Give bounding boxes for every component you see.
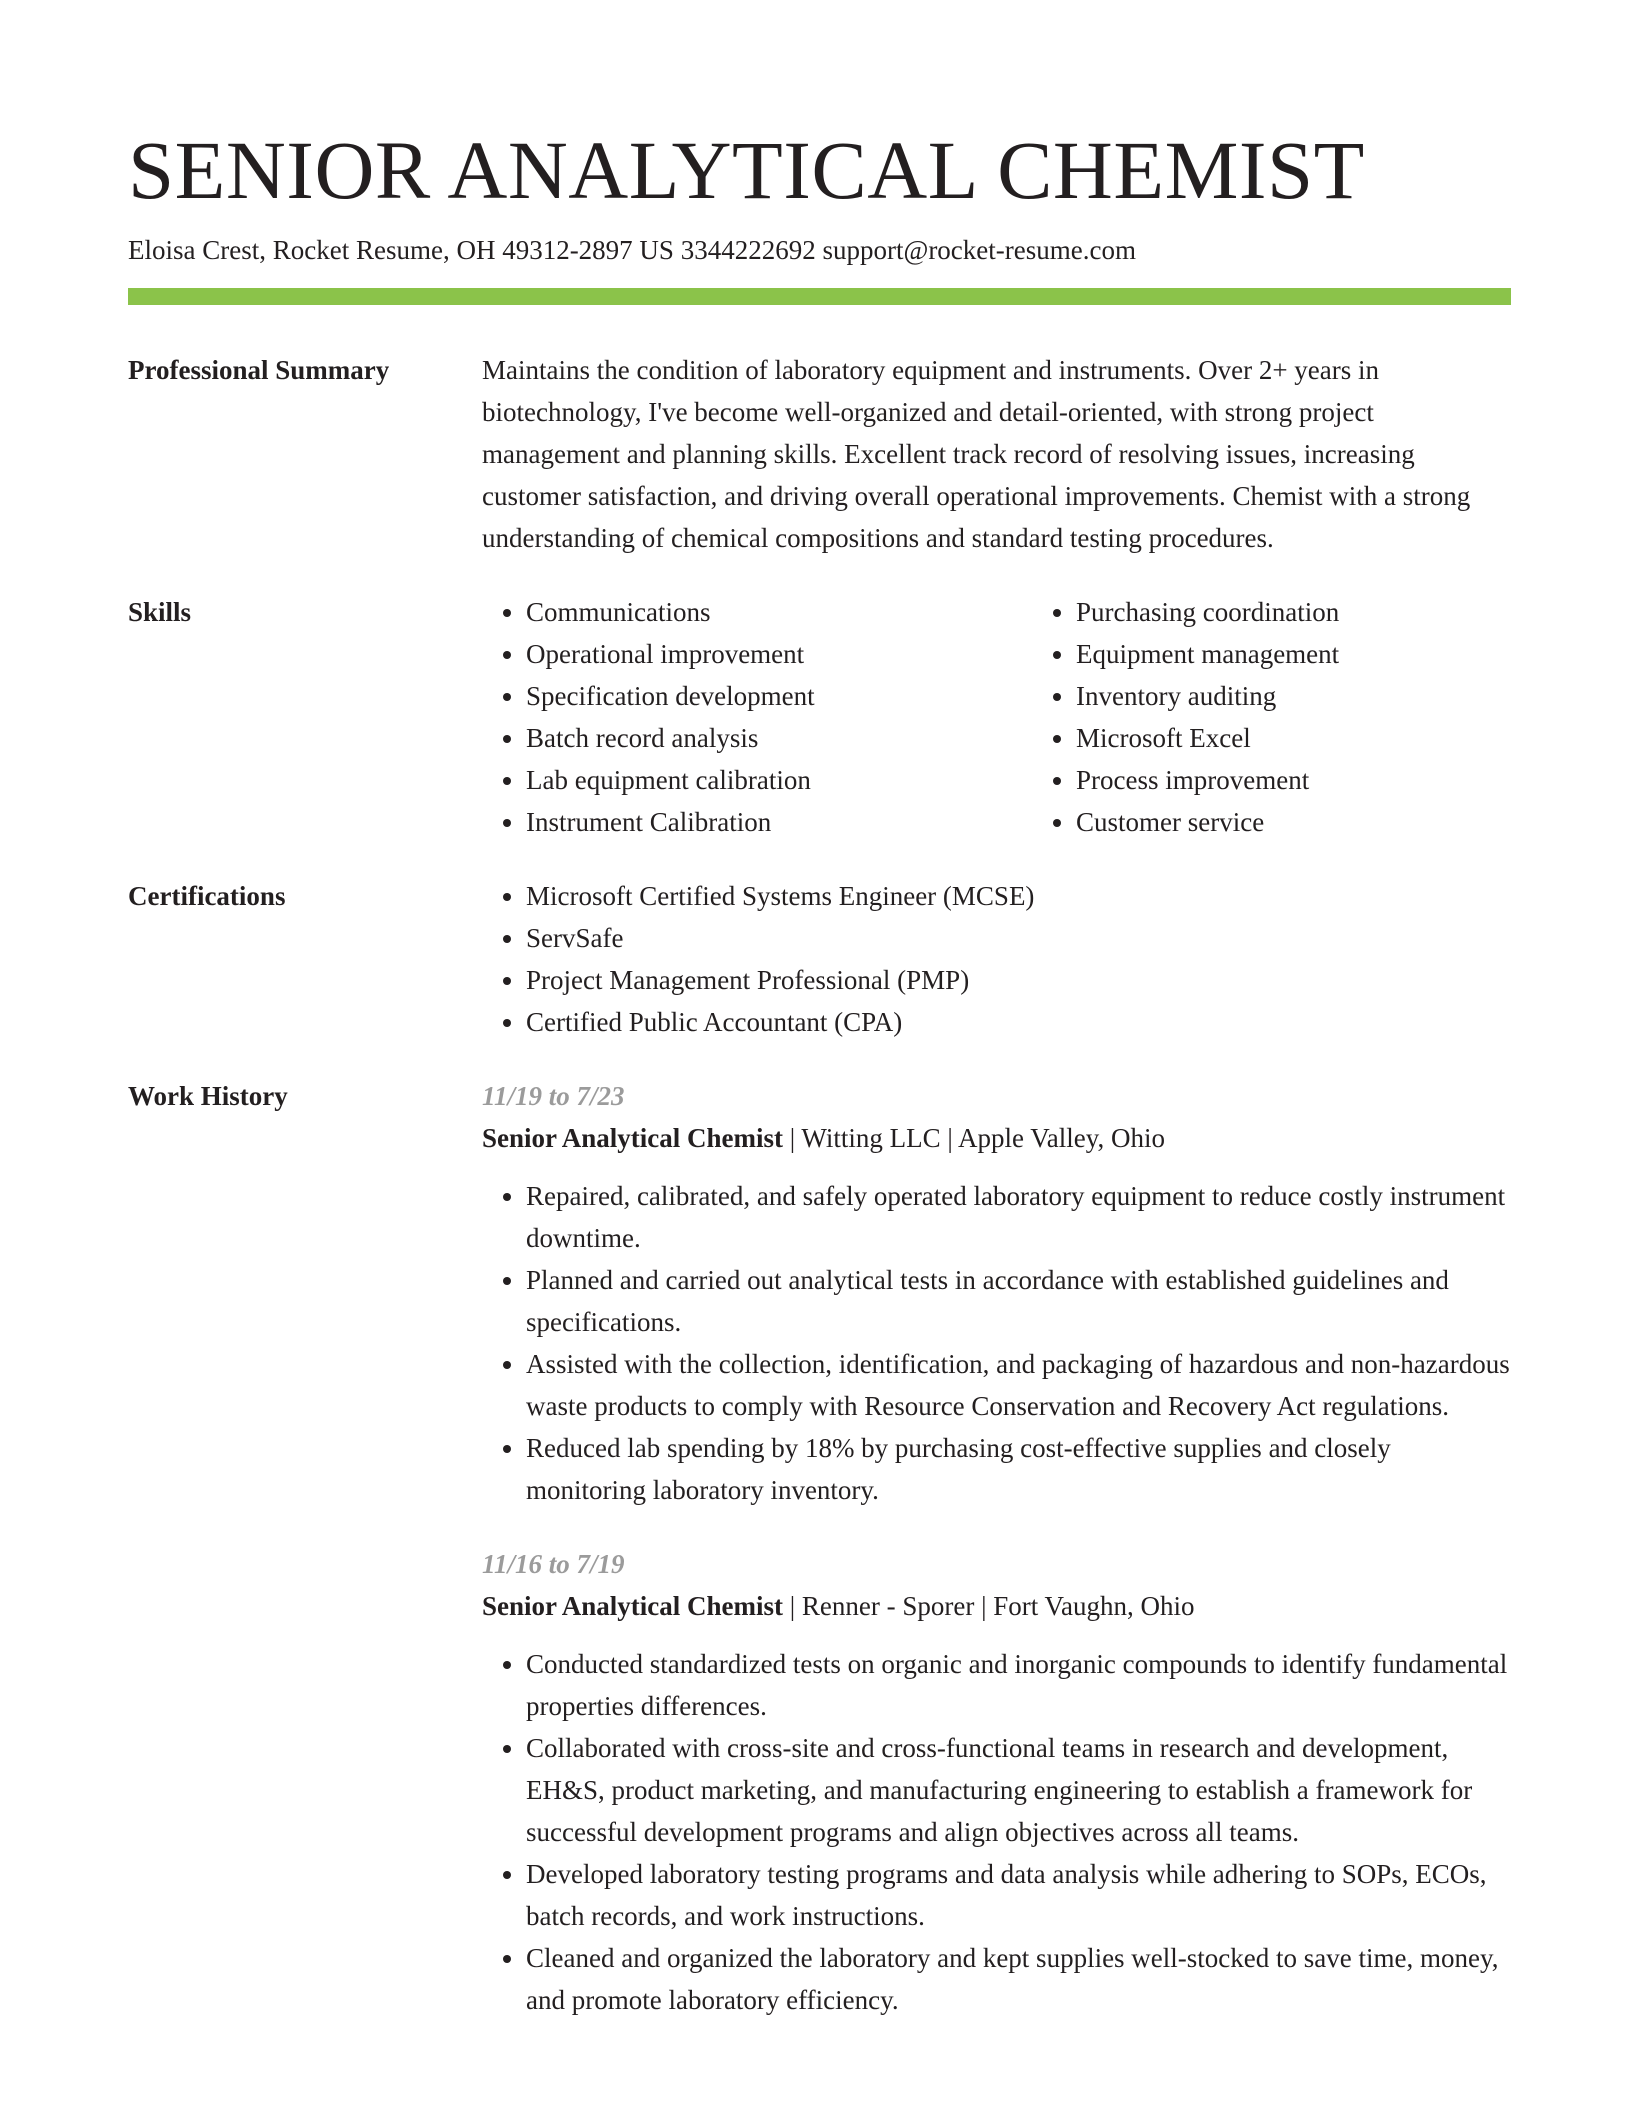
skill-item: • Customer service — [1076, 801, 1511, 843]
work-history-body — [482, 1075, 1511, 2021]
skill-item: • Equipment management — [1076, 633, 1511, 675]
skill-item: • Operational improvement — [526, 633, 1032, 675]
skills-label: Skills — [128, 597, 192, 627]
job-title: Senior Analytical Chemist — [482, 1123, 784, 1153]
job-entry — [482, 1543, 1511, 2021]
job-bullets — [482, 1175, 1511, 1511]
job-dates: 11/19 to 7/23 — [482, 1081, 625, 1111]
skill-item: • Lab equipment calibration — [526, 759, 1032, 801]
contact-phone: 3344222692 — [680, 235, 816, 265]
job-bullet: • Cleaned and organized the laboratory and kept supplies well-stocked to save time, money, and promote laboratory efficiency. — [526, 1937, 1511, 2021]
skill-item: • Instrument Calibration — [526, 801, 1032, 843]
resume-title: SENIOR ANALYTICAL CHEMIST — [128, 124, 1365, 216]
certification-item: • Project Management Professional (PMP) — [526, 959, 1511, 1001]
contact-email: support@rocket-resume.com — [822, 235, 1136, 265]
job-bullet: • Repaired, calibrated, and safely operated laboratory equipment to reduce costly instrument downtime. — [526, 1175, 1511, 1259]
certification-item: • Certified Public Accountant (CPA) — [526, 1001, 1511, 1043]
skill-item: • Microsoft Excel — [1076, 717, 1511, 759]
job-title: Senior Analytical Chemist — [482, 1591, 784, 1621]
skill-item: • Purchasing coordination — [1076, 591, 1511, 633]
work-history-label: Work History — [128, 1081, 288, 1111]
job-heading — [482, 1585, 1511, 1627]
job-employer-location: | Renner - Sporer | Fort Vaughn, Ohio — [783, 1591, 1195, 1621]
job-bullet: • Collaborated with cross-site and cross-functional teams in research and development, EH&S, product marketing, and manufacturing engineering to establish a framework for successful development programs and align objectives across all teams. — [526, 1727, 1511, 1853]
skill-item: • Inventory auditing — [1076, 675, 1511, 717]
contact-line — [128, 230, 1511, 270]
skills-list-right — [1032, 591, 1511, 843]
skill-item: • Batch record analysis — [526, 717, 1032, 759]
skills-list-left — [482, 591, 1032, 843]
header-divider — [128, 288, 1511, 305]
skill-item: • Communications — [526, 591, 1032, 633]
job-heading — [482, 1117, 1511, 1159]
certifications-body — [482, 875, 1511, 1043]
skill-item: • Process improvement — [1076, 759, 1511, 801]
skills-section — [128, 591, 1511, 843]
certification-item: • Microsoft Certified Systems Engineer (MCSE) — [526, 875, 1511, 917]
certifications-label: Certifications — [128, 881, 286, 911]
work-history-section — [128, 1075, 1511, 2021]
summary-section — [128, 349, 1511, 559]
job-bullet: • Reduced lab spending by 18% by purchasing cost-effective supplies and closely monitoring laboratory inventory. — [526, 1427, 1511, 1511]
skill-item: • Specification development — [526, 675, 1032, 717]
job-employer-location: | Witting LLC | Apple Valley, Ohio — [783, 1123, 1165, 1153]
summary-text: Maintains the condition of laboratory equipment and instruments. Over 2+ years in biotechnology, I've become well-organized and detail-oriented, with strong project management and planning skills. Excellent track record of resolving issues, increasing customer satisfaction, and driving overall operational improvements. Chemist with a strong understanding of chemical compositions and standard testing procedures. — [482, 355, 1471, 553]
summary-label: Professional Summary — [128, 355, 390, 385]
job-dates: 11/16 to 7/19 — [482, 1549, 625, 1579]
job-entry — [482, 1075, 1511, 1511]
job-bullet: • Assisted with the collection, identification, and packaging of hazardous and non-hazardous waste products to comply with Resource Conservation and Recovery Act regulations. — [526, 1343, 1511, 1427]
job-bullets — [482, 1643, 1511, 2021]
resume-page — [128, 118, 1511, 2021]
certifications-list — [482, 875, 1511, 1043]
certification-item: • ServSafe — [526, 917, 1511, 959]
job-bullet: • Planned and carried out analytical tests in accordance with established guidelines and specifications. — [526, 1259, 1511, 1343]
job-bullet: • Developed laboratory testing programs and data analysis while adhering to SOPs, ECOs, batch records, and work instructions. — [526, 1853, 1511, 1937]
contact-address: Eloisa Crest, Rocket Resume, OH 49312-2897 US — [128, 235, 674, 265]
certifications-section — [128, 875, 1511, 1043]
job-bullet: • Conducted standardized tests on organic and inorganic compounds to identify fundamental properties differences. — [526, 1643, 1511, 1727]
skills-columns — [482, 591, 1511, 843]
